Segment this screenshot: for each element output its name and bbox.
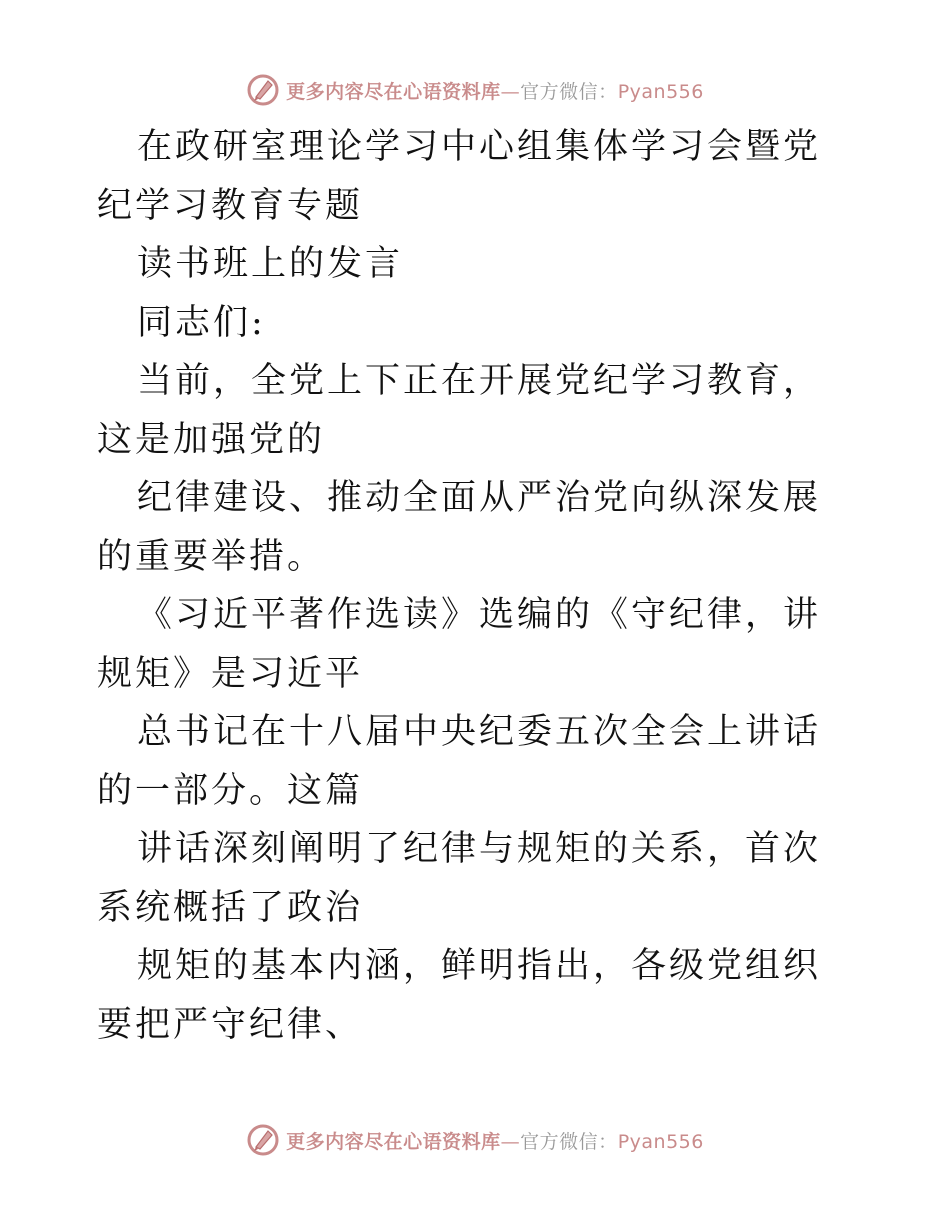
document-body (97, 118, 857, 1054)
paragraph: 《习近平著作选读》选编的《守纪律，讲规矩》是习近平 (97, 595, 822, 694)
watermark-wechat-id: Pyan556 (617, 80, 704, 103)
paragraph: 读书班上的发言 (137, 244, 404, 284)
paragraph: 同志们: (137, 302, 266, 343)
watermark-separator: — (500, 1130, 521, 1153)
paragraph: 规矩的基本内涵，鲜明指出，各级党组织要把严守纪律、 (97, 946, 822, 1045)
watermark-separator: — (500, 80, 521, 103)
watermark-wechat-id: Pyan556 (617, 1130, 704, 1153)
watermark-wechat-label: 官方微信： (520, 1130, 618, 1153)
paragraph: 当前，全党上下正在开展党纪学习教育，这是加强党的 (97, 361, 822, 460)
paragraph: 讲话深刻阐明了纪律与规矩的关系，首次系统概括了政治 (97, 829, 822, 928)
pen-nib-logo-icon (246, 73, 280, 107)
watermark-brand: 更多内容尽在心语资料库 (286, 1130, 501, 1153)
paragraph: 在政研室理论学习中心组集体学习会暨党纪学习教育专题 (97, 127, 822, 226)
paragraph: 总书记在十八届中央纪委五次全会上讲话的一部分。这篇 (97, 712, 822, 811)
pen-nib-logo-icon (246, 1123, 280, 1157)
paragraph: 纪律建设、推动全面从严治党向纵深发展的重要举措。 (97, 478, 822, 577)
header-watermark (0, 70, 950, 110)
watermark-brand: 更多内容尽在心语资料库 (286, 80, 501, 103)
watermark-wechat-label: 官方微信： (520, 80, 618, 103)
footer-watermark (0, 1120, 950, 1160)
